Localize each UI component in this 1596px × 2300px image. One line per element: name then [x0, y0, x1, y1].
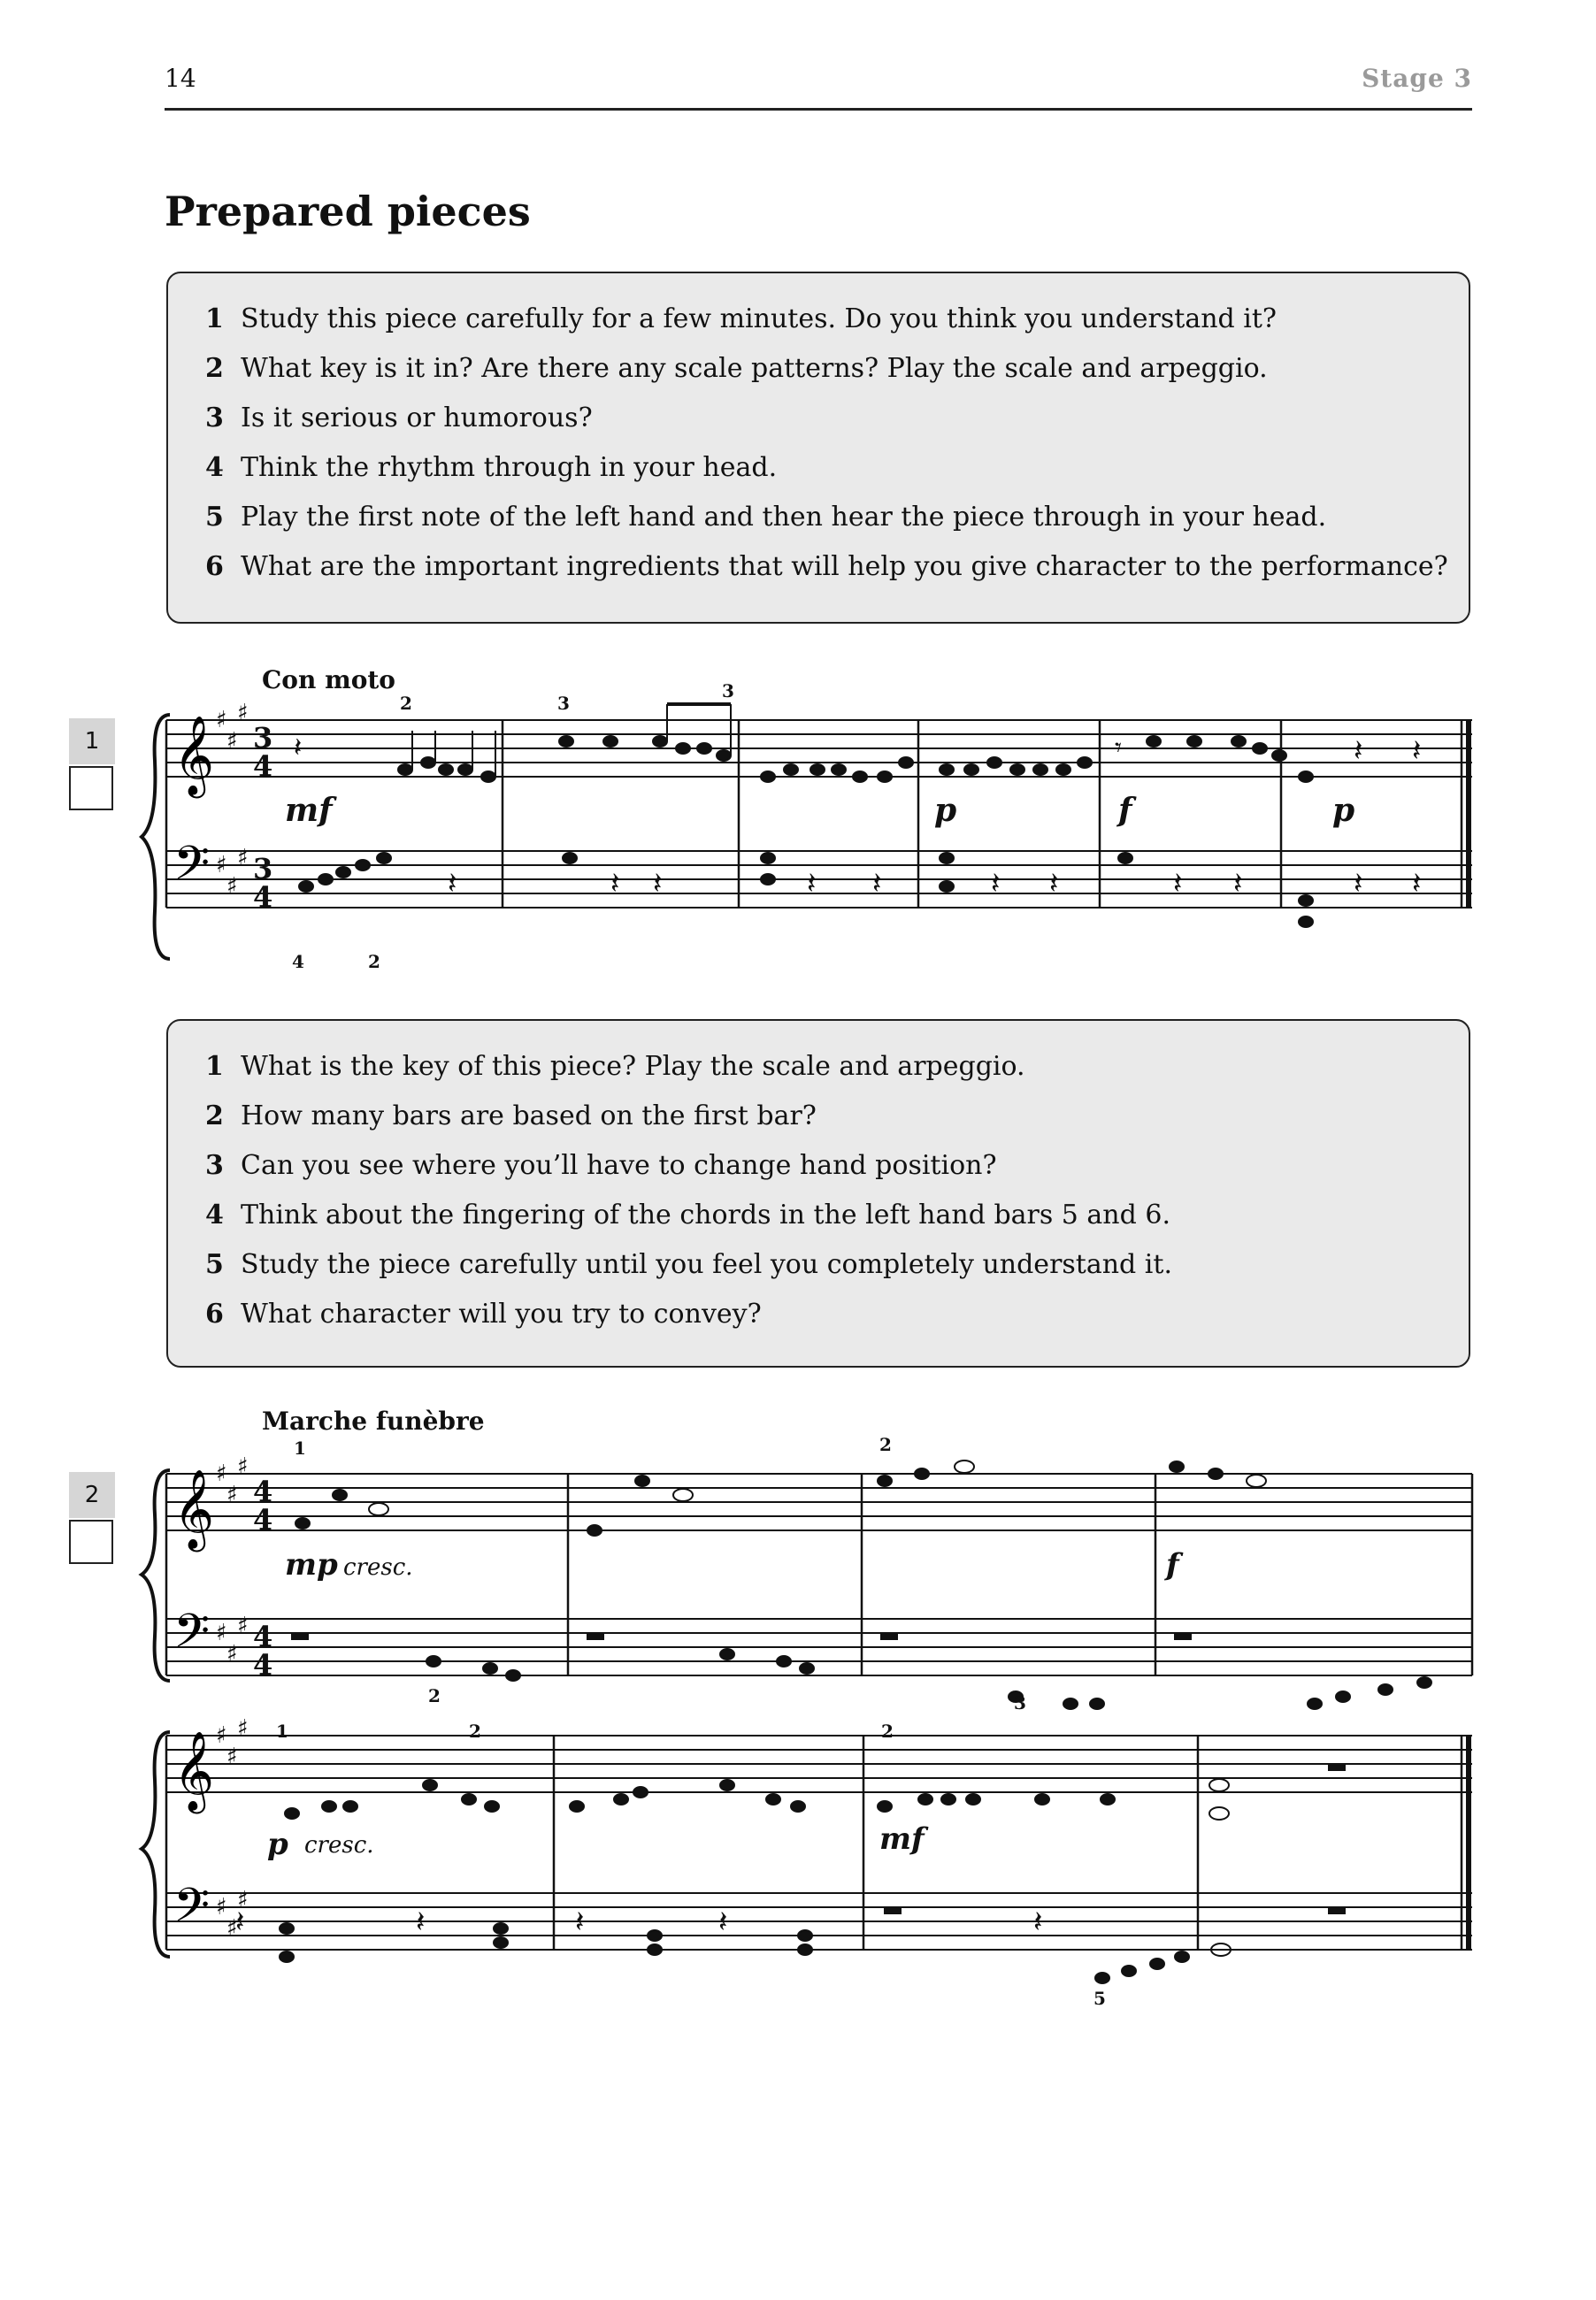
question-item: [205, 1299, 762, 1330]
question-text: Think the rhythm through in your head.: [241, 452, 778, 483]
question-number: 5: [205, 502, 224, 533]
svg-text:♯: ♯: [216, 852, 227, 878]
question-number: 4: [205, 452, 224, 483]
bass-staff: [166, 1893, 1472, 1950]
svg-text:𝄽: 𝄽: [807, 866, 817, 901]
svg-text:♯: ♯: [237, 1613, 249, 1639]
svg-text:♯: ♯: [216, 1620, 227, 1646]
question-text: Study this piece carefully for a few minutes. Do you think you understand it?: [241, 303, 1278, 334]
key-signature: [216, 1453, 249, 1942]
svg-text:𝄽: 𝄽: [653, 866, 663, 901]
question-text: How many bars are based on the first bar?: [241, 1100, 817, 1131]
dynamic-marking: mp: [285, 1547, 338, 1583]
question-number: 6: [205, 1299, 224, 1330]
questions-box-piece-2: [166, 1019, 1470, 1368]
piece-1-score: [0, 0, 1596, 973]
question-item: [205, 1200, 1170, 1230]
tempo-marking: Con moto: [262, 665, 395, 694]
svg-text:𝄽: 𝄽: [575, 1905, 585, 1940]
svg-text:𝄽: 𝄽: [235, 1905, 245, 1940]
svg-text:♯: ♯: [237, 845, 249, 871]
treble-clef: 𝄞: [173, 1731, 215, 1811]
bass-clef: 𝄢: [173, 837, 211, 902]
treble-staff: [166, 1736, 1472, 1792]
svg-text:𝄽: 𝄽: [718, 1905, 728, 1940]
dynamic-marking: p: [1332, 792, 1355, 829]
svg-text:3: 3: [253, 721, 273, 755]
dynamic-marking: f: [1118, 792, 1132, 829]
question-number: 4: [205, 1200, 224, 1230]
stage-label: Stage 3: [1362, 64, 1472, 93]
time-signature: [253, 721, 272, 914]
fingering-number: 3: [722, 680, 734, 702]
svg-text:𝄽: 𝄽: [991, 866, 1001, 901]
svg-text:4: 4: [253, 1648, 273, 1682]
key-signature: [216, 700, 249, 900]
svg-text:♯: ♯: [216, 1722, 227, 1749]
treble-clef: 𝄞: [173, 1469, 215, 1549]
question-number: 1: [205, 1051, 224, 1082]
svg-text:4: 4: [253, 880, 273, 914]
fingering-number: 4: [292, 951, 304, 972]
svg-text:𝄽: 𝄽: [610, 866, 620, 901]
piece-2-score: [0, 1415, 1596, 2300]
svg-text:♯: ♯: [216, 707, 227, 733]
svg-text:4: 4: [253, 749, 273, 783]
svg-text:𝄾: 𝄾: [1115, 732, 1122, 763]
fingering-number: 2: [400, 693, 412, 714]
svg-text:♯: ♯: [226, 1641, 238, 1668]
tempo-marking: Marche funèbre: [262, 1407, 485, 1436]
piece-number-label: 2: [69, 1472, 115, 1518]
treble-notes: [294, 704, 1421, 782]
svg-text:♯: ♯: [237, 700, 249, 726]
fingering-number: 1: [276, 1721, 288, 1742]
svg-text:♯: ♯: [237, 1887, 249, 1913]
treble-notes: [295, 1460, 1266, 1536]
svg-text:♯: ♯: [226, 728, 238, 755]
svg-text:𝄽: 𝄽: [416, 1905, 426, 1940]
svg-text:♯: ♯: [226, 1744, 238, 1770]
question-number: 3: [205, 402, 224, 433]
svg-text:♯: ♯: [237, 1715, 249, 1742]
bass-notes: [299, 853, 1421, 927]
svg-text:𝄽: 𝄽: [1173, 866, 1183, 901]
svg-text:♯: ♯: [226, 1915, 238, 1942]
bass-clef: 𝄢: [173, 1879, 211, 1944]
svg-text:♯: ♯: [226, 873, 238, 900]
svg-text:♯: ♯: [216, 1460, 227, 1487]
question-item: [205, 1249, 1172, 1280]
question-number: 5: [205, 1249, 224, 1280]
treble-clef: 𝄞: [173, 716, 215, 795]
dynamic-marking: mf: [879, 1821, 925, 1857]
fingering-number: 1: [294, 1438, 306, 1459]
dynamic-marking: p: [267, 1827, 288, 1862]
svg-text:𝄽: 𝄽: [1233, 866, 1243, 901]
svg-text:𝄽: 𝄽: [1354, 733, 1363, 769]
fingering-number: 2: [879, 1434, 892, 1455]
svg-text:♯: ♯: [226, 1482, 238, 1508]
question-item: [205, 1150, 997, 1181]
bass-notes: [235, 1905, 1345, 1983]
page-number: 14: [165, 64, 196, 93]
svg-text:𝄽: 𝄽: [1354, 866, 1363, 901]
question-text: What is the key of this piece? Play the scale and arpeggio.: [241, 1051, 1025, 1082]
svg-text:4: 4: [253, 1475, 273, 1508]
fingering-number: 3: [1014, 1692, 1026, 1714]
question-number: 2: [205, 353, 224, 384]
fingering-number: 3: [557, 693, 570, 714]
fingering-number: 2: [368, 951, 380, 972]
expression-cresc: cresc.: [304, 1832, 374, 1859]
svg-text:♯: ♯: [216, 1894, 227, 1920]
question-text: What character will you try to convey?: [241, 1299, 762, 1330]
question-text: Can you see where you’ll have to change hand position?: [241, 1150, 997, 1181]
section-title: Prepared pieces: [165, 188, 531, 235]
question-text: Is it serious or humorous?: [241, 402, 593, 433]
svg-text:3: 3: [253, 852, 273, 886]
time-signature: [253, 1475, 272, 1682]
question-text: Play the first note of the left hand and then hear the piece through in your head.: [241, 502, 1327, 533]
fingering-number: 5: [1093, 1988, 1106, 2009]
svg-text:4: 4: [253, 1503, 273, 1537]
svg-text:𝄽: 𝄽: [294, 732, 303, 763]
question-number: 3: [205, 1150, 224, 1181]
piece-number-label: 1: [69, 718, 115, 764]
question-number: 2: [205, 1100, 224, 1131]
svg-text:𝄽: 𝄽: [1412, 866, 1422, 901]
svg-text:♯: ♯: [237, 1453, 249, 1480]
bass-clef: 𝄢: [173, 1605, 211, 1670]
question-number: 6: [205, 551, 224, 582]
dynamic-marking: mf: [285, 792, 333, 829]
svg-text:𝄽: 𝄽: [872, 866, 882, 901]
dynamic-marking: f: [1166, 1547, 1179, 1583]
svg-text:4: 4: [253, 1620, 273, 1653]
svg-text:𝄽: 𝄽: [1049, 866, 1059, 901]
fingering-number: 2: [428, 1685, 441, 1706]
fingering-number: 2: [469, 1721, 481, 1742]
treble-staff: [166, 1474, 1472, 1530]
question-text: What key is it in? Are there any scale patterns? Play the scale and arpeggio.: [241, 353, 1268, 384]
svg-text:𝄽: 𝄽: [1412, 733, 1422, 769]
bass-staff: [166, 1619, 1472, 1675]
svg-text:𝄽: 𝄽: [1033, 1905, 1043, 1940]
expression-cresc: cresc.: [343, 1554, 413, 1581]
fingering-number: 2: [881, 1721, 894, 1742]
question-text: What are the important ingredients that will help you give character to the performance?: [241, 551, 1448, 582]
question-text: Study the piece carefully until you feel you completely understand it.: [241, 1249, 1172, 1280]
dynamic-marking: p: [934, 792, 957, 829]
question-item: [205, 1100, 817, 1131]
question-item: [205, 1051, 1025, 1082]
question-text: Think about the fingering of the chords in the left hand bars 5 and 6.: [241, 1200, 1170, 1230]
svg-text:𝄽: 𝄽: [448, 866, 457, 901]
question-number: 1: [205, 303, 224, 334]
